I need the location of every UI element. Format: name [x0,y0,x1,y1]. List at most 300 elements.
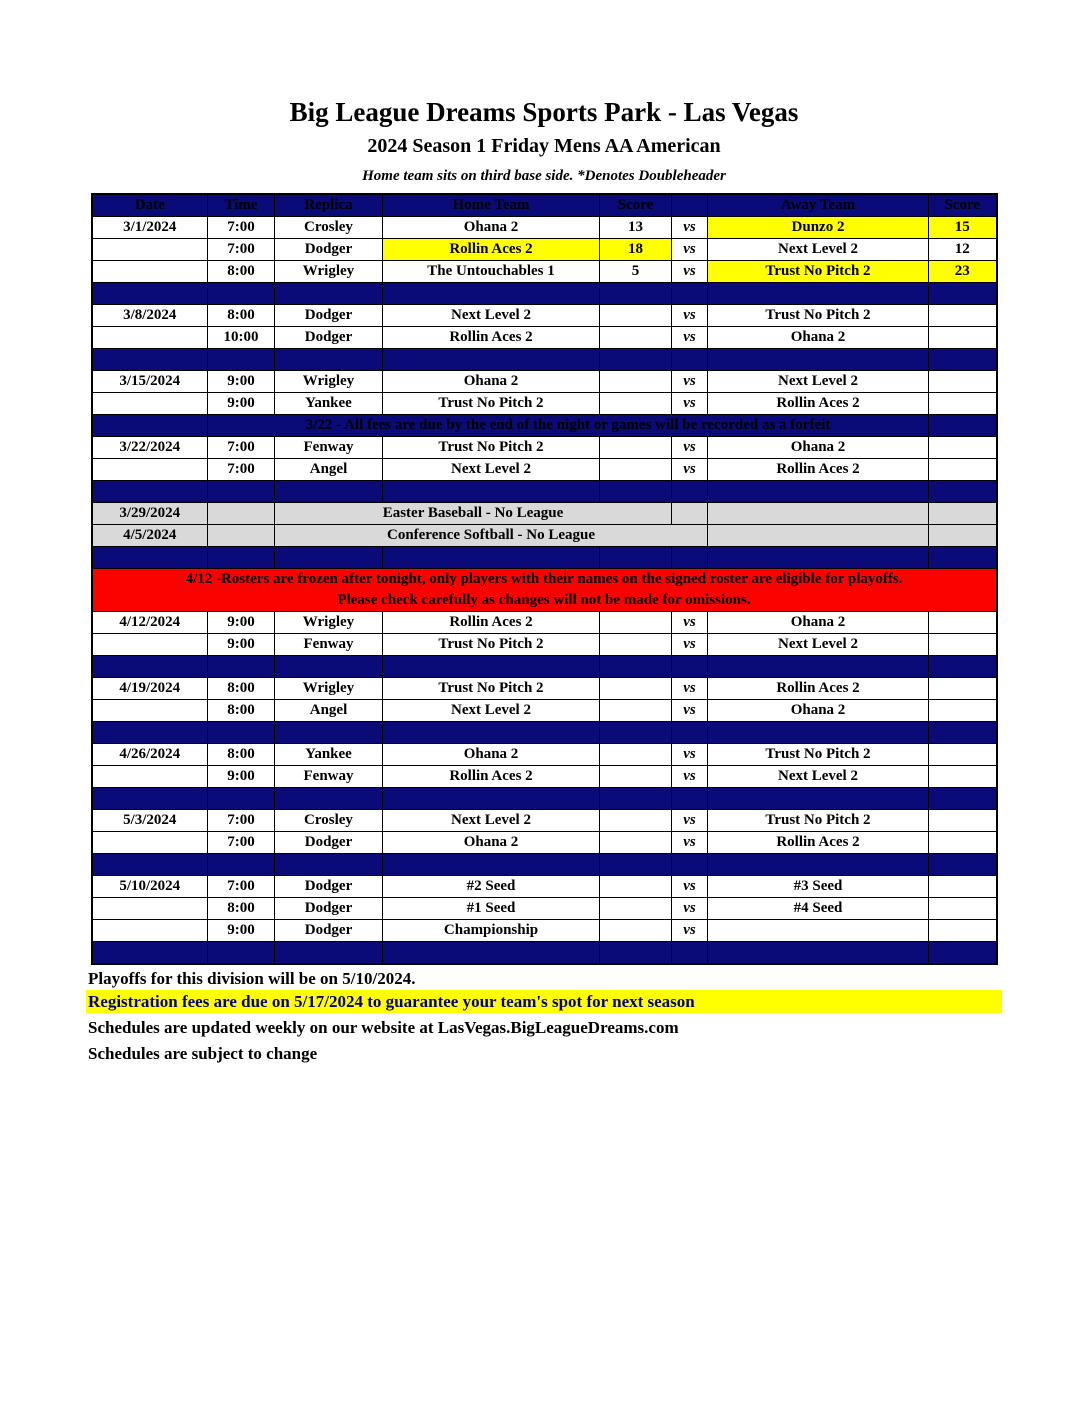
game-row [92,810,997,832]
cell-home-team: Championship [383,920,600,942]
separator-cell [92,722,208,744]
header-row [92,194,997,217]
cell-home-team: Next Level 2 [383,700,600,722]
separator-cell [92,481,208,503]
cell-home-team: Trust No Pitch 2 [383,437,600,459]
empty-cell [708,525,929,547]
cell-home-team: #1 Seed [383,898,600,920]
cell-away-score: 15 [929,217,997,239]
cell-away-team: Ohana 2 [708,700,929,722]
cell-vs: vs [672,437,708,459]
cell-replica: Fenway [275,634,383,656]
cell-home-team: Rollin Aces 2 [383,766,600,788]
separator-cell [600,547,672,569]
page-subtitle: 2024 Season 1 Friday Mens AA American [367,135,721,157]
cell-home-score [600,327,672,349]
sep-row [92,942,997,965]
cell-time: 7:00 [208,810,275,832]
cell-home-score [600,876,672,898]
separator-cell [600,788,672,810]
cell-away-score [929,393,997,415]
game-row [92,744,997,766]
cell-time: 7:00 [208,876,275,898]
cell-home-team: Rollin Aces 2 [383,612,600,634]
cell-vs: vs [672,876,708,898]
cell-date: 3/15/2024 [92,371,208,393]
cell-vs: vs [672,327,708,349]
cell-away-team: Ohana 2 [708,612,929,634]
sep-row [92,854,997,876]
cell-replica: Yankee [275,744,383,766]
cell-home-score [600,810,672,832]
cell-time: 8:00 [208,744,275,766]
game-row [92,898,997,920]
separator-cell [600,349,672,371]
cell-away-team: #3 Seed [708,876,929,898]
cell-date [92,920,208,942]
separator-cell [208,283,275,305]
separator-cell [92,349,208,371]
separator-cell [929,349,997,371]
cell-away-team: Rollin Aces 2 [708,459,929,481]
cell-away-team: Dunzo 2 [708,217,929,239]
empty-cell [672,503,708,525]
cell-home-team: Ohana 2 [383,217,600,239]
column-header: Replica [275,194,383,217]
game-row [92,393,997,415]
separator-cell [672,349,708,371]
separator-cell [92,854,208,876]
cell-time: 7:00 [208,459,275,481]
cell-home-score [600,459,672,481]
cell-vs: vs [672,612,708,634]
cell-replica: Angel [275,700,383,722]
cell-vs: vs [672,305,708,327]
red_banner-row [92,569,997,612]
separator-cell [672,656,708,678]
separator-cell [275,722,383,744]
gray-row [92,525,997,547]
cell-away-score [929,459,997,481]
game-row [92,700,997,722]
cell-home-score [600,393,672,415]
cell-date: 3/8/2024 [92,305,208,327]
cell-home-team: Next Level 2 [383,810,600,832]
cell-replica: Dodger [275,239,383,261]
no-league-text: Easter Baseball - No League [275,503,672,525]
separator-cell [929,283,997,305]
cell-vs: vs [672,371,708,393]
separator-cell [600,283,672,305]
cell-home-team: Ohana 2 [383,371,600,393]
separator-cell [672,942,708,965]
cell-date [92,634,208,656]
separator-cell [383,481,600,503]
cell-time: 7:00 [208,437,275,459]
separator-cell [708,481,929,503]
cell-vs: vs [672,744,708,766]
cell-vs: vs [672,393,708,415]
cell-vs: vs [672,261,708,283]
separator-cell [708,349,929,371]
cell-date [92,766,208,788]
column-header: Home Team [383,194,600,217]
cell-time: 8:00 [208,261,275,283]
separator-cell [672,481,708,503]
cell-home-score [600,744,672,766]
separator-cell [672,283,708,305]
separator-cell [275,283,383,305]
cell-replica: Wrigley [275,261,383,283]
cell-replica: Dodger [275,876,383,898]
cell-date [92,327,208,349]
cell-vs: vs [672,810,708,832]
cell-away-team: Next Level 2 [708,371,929,393]
sep-row [92,722,997,744]
sep-row [92,283,997,305]
cell-home-team: Rollin Aces 2 [383,327,600,349]
registration-due-note: Registration fees are due on 5/17/2024 to guarantee your team's spot for next season [86,990,1002,1013]
header-note: Home team sits on third base side. *Denotes Doubleheader [362,168,726,184]
column-header: Away Team [708,194,929,217]
game-row [92,678,997,700]
game-row [92,327,997,349]
schedule-table [91,193,998,965]
cell-home-team: Rollin Aces 2 [383,239,600,261]
separator-cell [208,481,275,503]
separator-cell [708,854,929,876]
cell-home-team: Next Level 2 [383,459,600,481]
cell-away-score [929,766,997,788]
cell-home-score [600,612,672,634]
separator-cell [929,722,997,744]
cell-time: 9:00 [208,393,275,415]
navy_banner-row [92,415,997,437]
footer-note: Playoffs for this division will be on 5/10/2024. [88,969,416,988]
separator-cell [92,788,208,810]
cell-away-score [929,832,997,854]
footer-notes [86,967,1002,1065]
cell-away-score [929,898,997,920]
cell-home-team: Next Level 2 [383,305,600,327]
cell-date [92,393,208,415]
cell-home-score [600,832,672,854]
cell-away-team: Ohana 2 [708,437,929,459]
cell-vs: vs [672,459,708,481]
separator-cell [383,722,600,744]
separator-cell [383,349,600,371]
cell-away-score: 12 [929,239,997,261]
empty-cell [929,503,997,525]
separator-cell [275,349,383,371]
cell-time: 9:00 [208,612,275,634]
cell-away-team [708,920,929,942]
cell-away-team: Trust No Pitch 2 [708,261,929,283]
separator-cell [383,854,600,876]
separator-cell [208,722,275,744]
cell-home-team: The Untouchables 1 [383,261,600,283]
cell-replica: Dodger [275,305,383,327]
cell-replica: Dodger [275,327,383,349]
cell-date: 4/12/2024 [92,612,208,634]
game-row [92,832,997,854]
cell-away-team: Trust No Pitch 2 [708,744,929,766]
cell-away-team: Next Level 2 [708,634,929,656]
cell-date: 4/5/2024 [92,525,208,547]
sep-row [92,547,997,569]
cell-home-score [600,920,672,942]
game-row [92,261,997,283]
separator-cell [208,788,275,810]
separator-cell [383,788,600,810]
cell-away-score [929,634,997,656]
cell-date [92,239,208,261]
game-row [92,459,997,481]
cell-home-team: Trust No Pitch 2 [383,678,600,700]
cell-away-score [929,700,997,722]
separator-cell [929,481,997,503]
cell-away-team: Rollin Aces 2 [708,678,929,700]
separator-cell [708,283,929,305]
cell-vs: vs [672,239,708,261]
cell-time: 9:00 [208,920,275,942]
separator-cell [383,283,600,305]
cell-time: 8:00 [208,700,275,722]
separator-cell [208,942,275,965]
cell-date: 3/29/2024 [92,503,208,525]
game-row [92,217,997,239]
separator-cell [92,656,208,678]
empty-cell [708,503,929,525]
cell-replica: Dodger [275,898,383,920]
separator-cell [929,942,997,965]
gray-row [92,503,997,525]
cell-time: 7:00 [208,217,275,239]
cell-vs: vs [672,898,708,920]
banner-date-cell [92,415,208,437]
game-row [92,239,997,261]
cell-away-team: Rollin Aces 2 [708,393,929,415]
cell-away-score [929,678,997,700]
cell-time: 9:00 [208,634,275,656]
cell-replica: Crosley [275,810,383,832]
cell-home-score [600,766,672,788]
column-header: Time [208,194,275,217]
game-row [92,766,997,788]
separator-cell [208,349,275,371]
cell-replica: Fenway [275,437,383,459]
separator-cell [708,547,929,569]
column-header [672,194,708,217]
cell-away-score [929,744,997,766]
separator-cell [929,547,997,569]
cell-replica: Dodger [275,832,383,854]
no-league-text: Conference Softball - No League [275,525,708,547]
sep-row [92,349,997,371]
separator-cell [600,942,672,965]
footer-note: Schedules are updated weekly on our website at LasVegas.BigLeagueDreams.com [88,1018,679,1037]
cell-home-score [600,371,672,393]
separator-cell [708,656,929,678]
separator-cell [383,547,600,569]
cell-date: 4/26/2024 [92,744,208,766]
cell-away-team: Trust No Pitch 2 [708,305,929,327]
cell-home-score [600,437,672,459]
cell-away-score [929,305,997,327]
cell-away-team: Next Level 2 [708,766,929,788]
cell-away-score: 23 [929,261,997,283]
separator-cell [275,942,383,965]
cell-away-score [929,327,997,349]
cell-home-team: Ohana 2 [383,744,600,766]
game-row [92,437,997,459]
game-row [92,920,997,942]
roster-freeze-banner [92,569,997,612]
separator-cell [275,547,383,569]
cell-time: 8:00 [208,898,275,920]
separator-cell [92,283,208,305]
cell-replica: Fenway [275,766,383,788]
cell-vs: vs [672,832,708,854]
separator-cell [383,942,600,965]
cell-home-score [600,678,672,700]
sep-row [92,481,997,503]
cell-time: 7:00 [208,239,275,261]
cell-time: 10:00 [208,327,275,349]
separator-cell [208,656,275,678]
roster-freeze-line: 4/12 -Rosters are frozen after tonight, only players with their names on the signed roster are eligible for playoffs. [185,571,903,587]
cell-date: 4/19/2024 [92,678,208,700]
fees-banner-text: 3/22 - All fees are due by the end of the night or games will be recorded as a forfeit [208,415,929,437]
game-row [92,876,997,898]
cell-replica: Crosley [275,217,383,239]
cell-away-team: #4 Seed [708,898,929,920]
cell-vs: vs [672,678,708,700]
cell-away-score [929,920,997,942]
sep-row [92,788,997,810]
separator-cell [383,656,600,678]
game-row [92,305,997,327]
separator-cell [208,854,275,876]
cell-away-team: Ohana 2 [708,327,929,349]
cell-date: 3/1/2024 [92,217,208,239]
cell-date [92,700,208,722]
cell-date: 3/22/2024 [92,437,208,459]
cell-time: 7:00 [208,832,275,854]
cell-time: 8:00 [208,305,275,327]
separator-cell [275,481,383,503]
separator-cell [600,854,672,876]
cell-away-team: Trust No Pitch 2 [708,810,929,832]
game-row [92,371,997,393]
separator-cell [672,722,708,744]
separator-cell [92,547,208,569]
separator-cell [929,854,997,876]
footer-note: Schedules are subject to change [88,1044,318,1063]
cell-away-team: Rollin Aces 2 [708,832,929,854]
cell-away-score [929,876,997,898]
sep-row [92,656,997,678]
cell-home-score: 13 [600,217,672,239]
cell-date [92,898,208,920]
cell-time [208,525,275,547]
separator-cell [600,656,672,678]
column-header: Date [92,194,208,217]
separator-cell [929,656,997,678]
cell-replica: Dodger [275,920,383,942]
cell-home-score [600,305,672,327]
cell-home-team: #2 Seed [383,876,600,898]
separator-cell [929,788,997,810]
game-row [92,612,997,634]
cell-home-score [600,700,672,722]
column-header: Score [929,194,997,217]
cell-home-score: 5 [600,261,672,283]
cell-vs: vs [672,700,708,722]
cell-home-team: Trust No Pitch 2 [383,634,600,656]
column-header: Score [600,194,672,217]
banner-score-cell [929,415,997,437]
separator-cell [208,547,275,569]
cell-away-score [929,437,997,459]
separator-cell [672,788,708,810]
cell-replica: Wrigley [275,371,383,393]
separator-cell [672,854,708,876]
cell-replica: Wrigley [275,612,383,634]
cell-time [208,503,275,525]
separator-cell [708,942,929,965]
separator-cell [92,942,208,965]
cell-date: 5/10/2024 [92,876,208,898]
cell-away-score [929,612,997,634]
separator-cell [672,547,708,569]
cell-vs: vs [672,217,708,239]
separator-cell [275,656,383,678]
empty-cell [929,525,997,547]
cell-home-score: 18 [600,239,672,261]
cell-vs: vs [672,766,708,788]
game-row [92,634,997,656]
separator-cell [600,481,672,503]
cell-date [92,261,208,283]
cell-vs: vs [672,920,708,942]
separator-cell [708,722,929,744]
page-title: Big League Dreams Sports Park - Las Vegas [289,97,799,127]
cell-vs: vs [672,634,708,656]
cell-time: 9:00 [208,766,275,788]
cell-home-score [600,634,672,656]
cell-replica: Angel [275,459,383,481]
cell-time: 9:00 [208,371,275,393]
cell-home-team: Ohana 2 [383,832,600,854]
separator-cell [275,854,383,876]
separator-cell [708,788,929,810]
cell-date [92,459,208,481]
cell-away-score [929,371,997,393]
separator-cell [275,788,383,810]
separator-cell [600,722,672,744]
cell-home-team: Trust No Pitch 2 [383,393,600,415]
cell-home-score [600,898,672,920]
cell-date: 5/3/2024 [92,810,208,832]
cell-time: 8:00 [208,678,275,700]
cell-replica: Yankee [275,393,383,415]
roster-freeze-line: Please check carefully as changes will not be made for omissions. [337,592,751,608]
cell-away-score [929,810,997,832]
cell-away-team: Next Level 2 [708,239,929,261]
cell-replica: Wrigley [275,678,383,700]
cell-date [92,832,208,854]
